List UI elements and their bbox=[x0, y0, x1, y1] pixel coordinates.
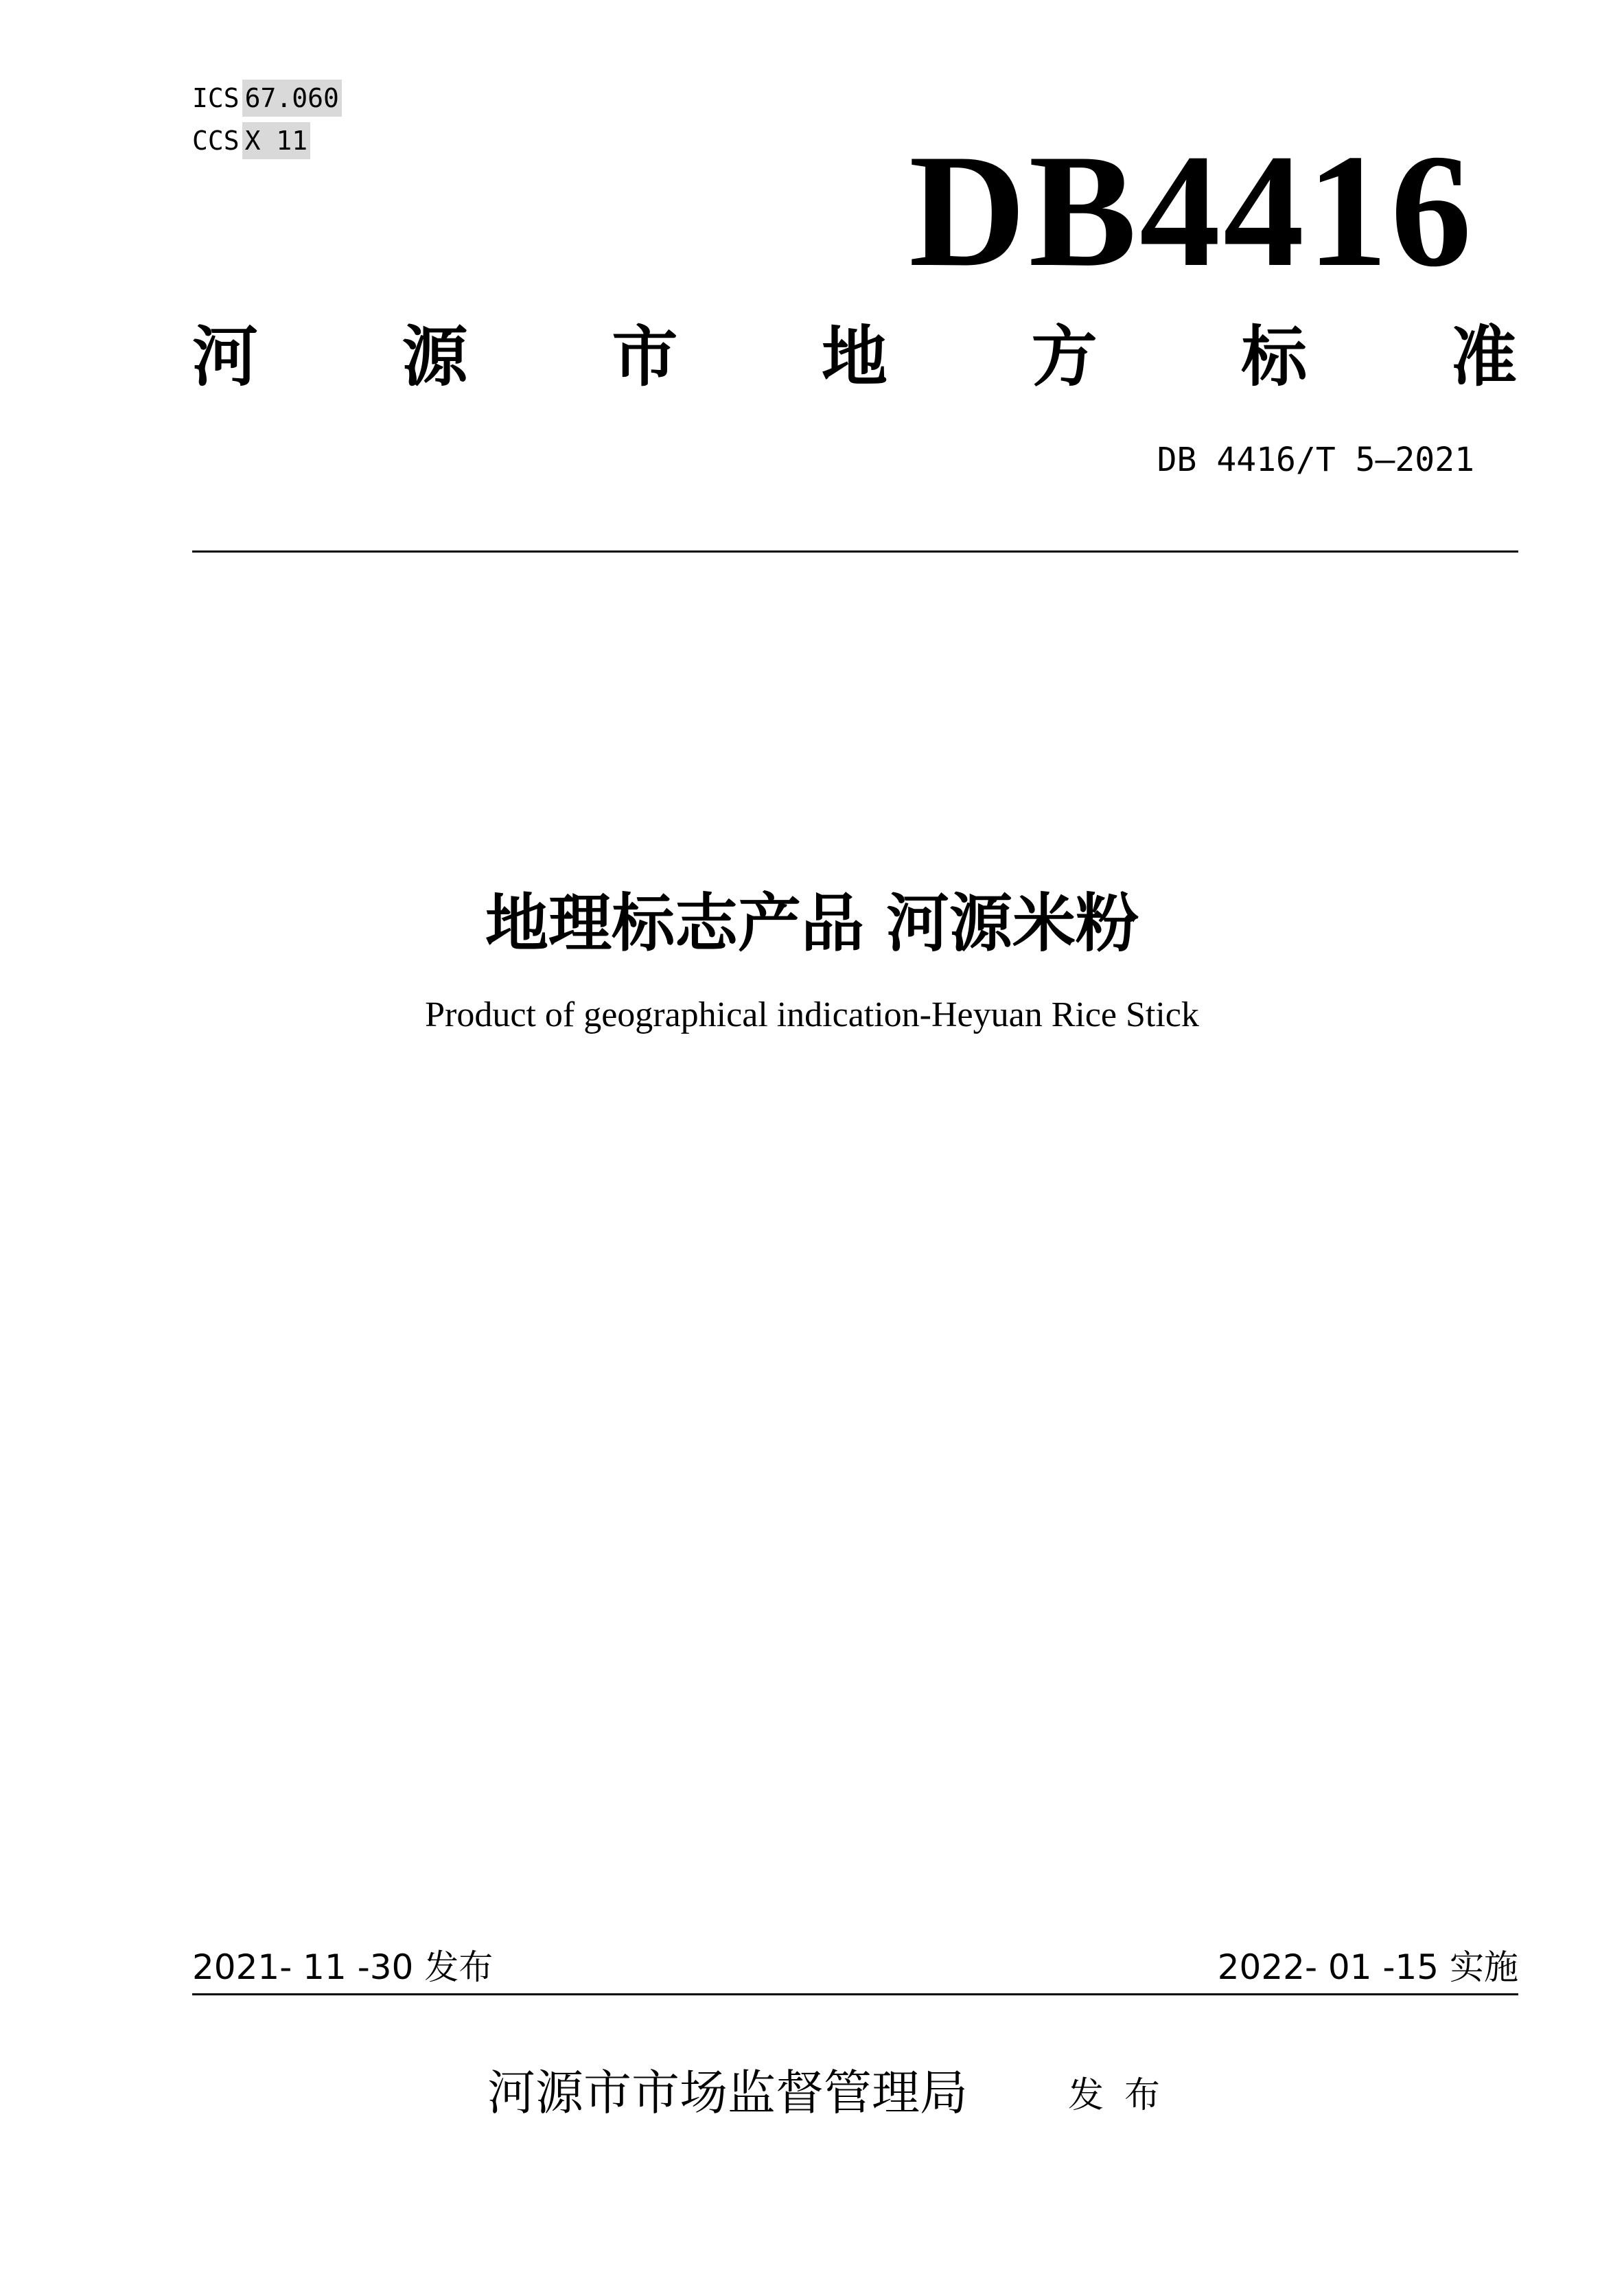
ccs-code bbox=[192, 122, 310, 159]
standard-type-char: 市 bbox=[612, 318, 678, 395]
bottom-divider bbox=[192, 1993, 1518, 1995]
issue-date: 2021- 11 -30 发布 bbox=[192, 1947, 494, 1987]
standard-type-char: 方 bbox=[1031, 318, 1098, 395]
ics-code bbox=[192, 80, 342, 117]
ics-value: 67.060 bbox=[242, 80, 342, 117]
standard-type-heading bbox=[192, 316, 1517, 398]
standard-type-char: 河 bbox=[192, 318, 258, 395]
issuing-authority: 河源市市场监督管理局 bbox=[487, 2065, 968, 2121]
standard-number: DB 4416/T 5—2021 bbox=[1157, 441, 1474, 479]
document-title-english: Product of geographical indication-Heyuan Rice Stick bbox=[425, 995, 1199, 1034]
document-title-chinese: 地理标志产品 河源米粉 bbox=[485, 887, 1139, 960]
standard-type-char: 标 bbox=[1241, 318, 1308, 395]
top-divider bbox=[192, 550, 1518, 553]
ccs-value: X 11 bbox=[242, 122, 311, 159]
standard-type-char: 源 bbox=[402, 318, 468, 395]
ccs-label: CCS bbox=[192, 126, 240, 156]
standard-type-char: 准 bbox=[1450, 318, 1517, 395]
ics-label: ICS bbox=[192, 83, 240, 113]
standard-type-char: 地 bbox=[821, 318, 888, 395]
effective-date: 2022- 01 -15 实施 bbox=[1217, 1947, 1518, 1987]
issuing-action: 发布 bbox=[1068, 2075, 1181, 2116]
standard-mark: DB4416 bbox=[909, 121, 1474, 301]
